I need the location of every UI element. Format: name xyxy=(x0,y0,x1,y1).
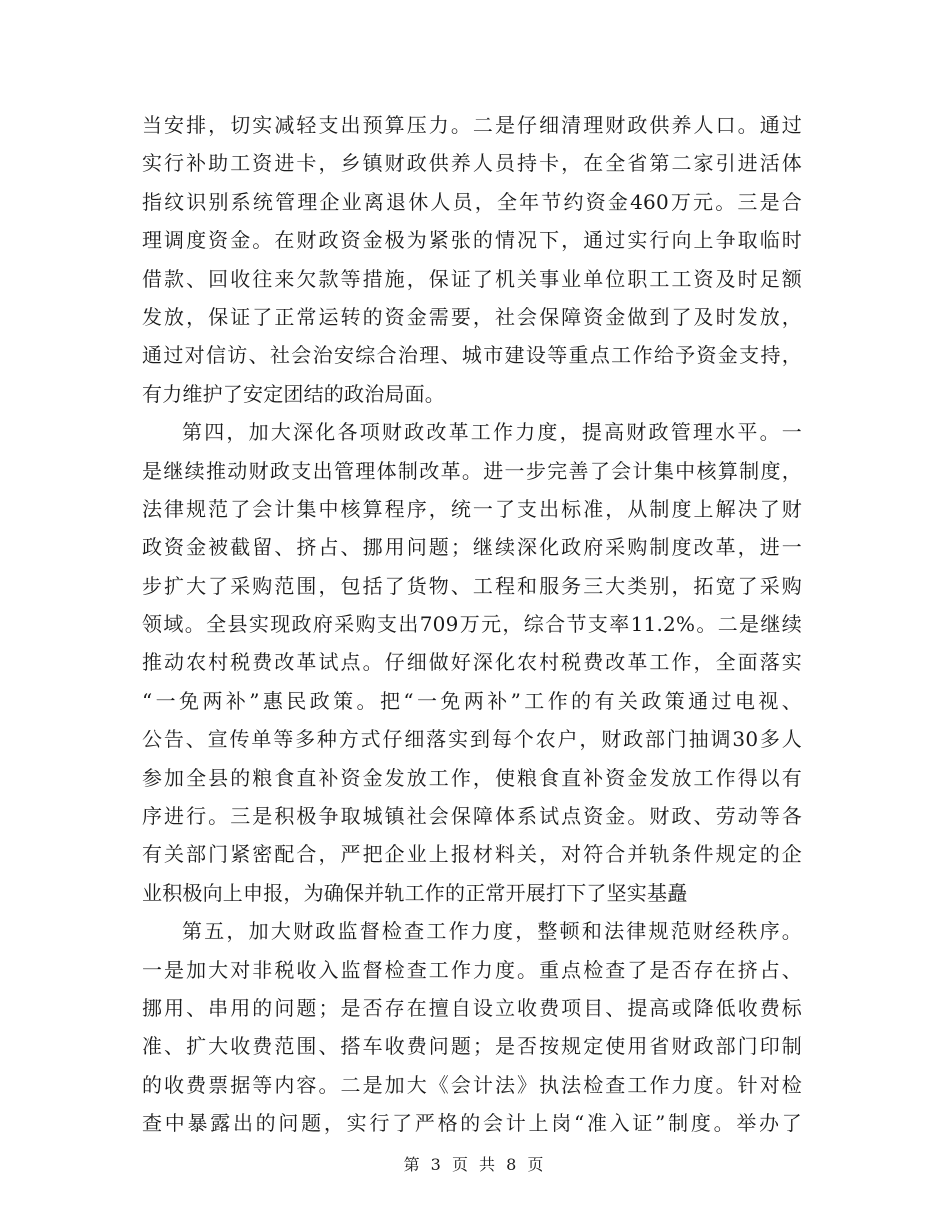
text-line: 一是加大对非税收入监督检查工作力度。重点检查了是否存在挤占、 xyxy=(142,957,802,982)
text-line: 推动农村税费改革试点。仔细做好深化农村税费改革工作，全面落实 xyxy=(142,650,802,675)
text-line: 借款、回收往来欠款等措施，保证了机关事业单位职工工资及时足额 xyxy=(142,266,802,291)
text-line: 第五，加大财政监督检查工作力度，整顿和法律规范财经秩序。 xyxy=(182,919,802,944)
text-line: 当安排，切实减轻支出预算压力。二是仔细清理财政供养人口。通过 xyxy=(142,113,802,137)
text-line: 业积极向上申报，为确保并轨工作的正常开展打下了坚实基矗 xyxy=(142,880,688,905)
text-line: 参加全县的粮食直补资金发放工作，使粮食直补资金发放工作得以有 xyxy=(142,765,802,790)
text-line: 查中暴露出的问题，实行了严格的会计上岗“准入证”制度。举办了 xyxy=(142,1111,802,1136)
text-line: 指纹识别系统管理企业离退休人员，全年节约资金460万元。三是合 xyxy=(142,189,802,214)
text-line: 理调度资金。在财政资金极为紧张的情况下，通过实行向上争取临时 xyxy=(142,228,802,253)
text-line: 步扩大了采购范围，包括了货物、工程和服务三大类别，拓宽了采购 xyxy=(142,573,802,598)
text-line: 第四，加大深化各项财政改革工作力度，提高财政管理水平。一 xyxy=(182,420,802,445)
text-line: 挪用、串用的问题；是否存在擅自设立收费项目、提高或降低收费标 xyxy=(142,995,802,1020)
text-line: “一免两补”惠民政策。把“一免两补”工作的有关政策通过电视、 xyxy=(142,688,802,713)
text-line: 发放，保证了正常运转的资金需要，社会保障资金做到了及时发放， xyxy=(142,304,802,329)
text-line: 准、扩大收费范围、搭车收费问题；是否按规定使用省财政部门印制 xyxy=(142,1034,802,1059)
text-line: 序进行。三是积极争取城镇社会保障体系试点资金。财政、劳动等各 xyxy=(142,804,802,829)
text-line: 通过对信访、社会治安综合治理、城市建设等重点工作给予资金支持， xyxy=(142,343,802,368)
text-line: 法律规范了会计集中核算程序，统一了支出标准，从制度上解决了财 xyxy=(142,496,802,521)
text-line: 领域。全县实现政府采购支出709万元，综合节支率11.2%。二是继续 xyxy=(142,612,802,637)
text-line: 政资金被截留、挤占、挪用问题；继续深化政府采购制度改革，进一 xyxy=(142,535,802,560)
text-line: 有关部门紧密配合，严把企业上报材料关，对符合并轨条件规定的企 xyxy=(142,842,802,867)
text-line: 公告、宣传单等多种方式仔细落实到每个农户，财政部门抽调30多人 xyxy=(142,727,802,752)
text-line: 是继续推动财政支出管理体制改革。进一步完善了会计集中核算制度， xyxy=(142,458,802,483)
body-text xyxy=(142,106,802,1143)
page-footer: 第 3 页 共 8 页 xyxy=(403,1155,547,1174)
text-line: 的收费票据等内容。二是加大《会计法》执法检查工作力度。针对检 xyxy=(142,1072,802,1097)
text-line: 有力维护了安定团结的政治局面。 xyxy=(142,381,445,406)
text-line: 实行补助工资进卡，乡镇财政供养人员持卡，在全省第二家引进活体 xyxy=(142,151,802,176)
